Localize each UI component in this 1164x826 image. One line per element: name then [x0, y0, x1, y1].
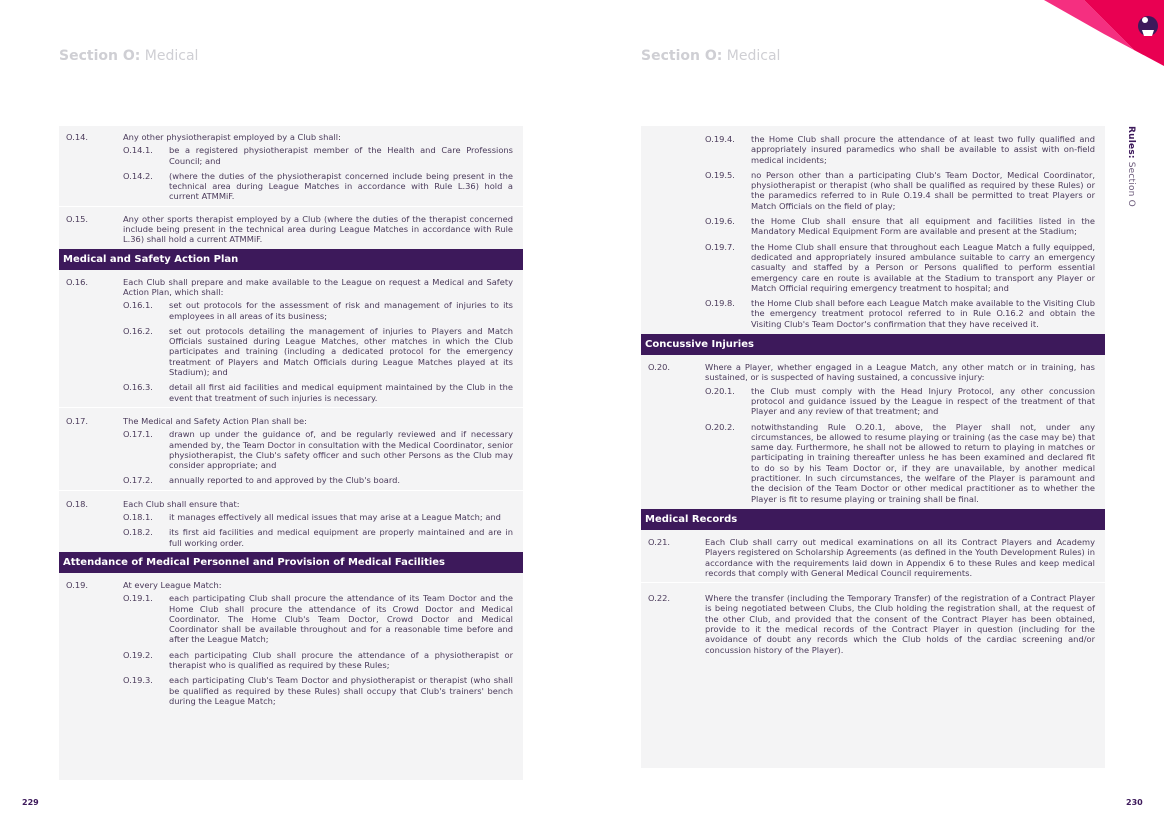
subclause-o19-2: O.19.2. each participating Club shall procure the attendance of a physiotherapist or therapist who is qualified as required by these Rules;: [123, 649, 513, 670]
left-content-panel: [59, 126, 523, 780]
clause-o19: O.19. At every League Match:: [66, 579, 222, 590]
side-rules-label: Rules: Section O: [1126, 126, 1136, 207]
subclause-o19-6: O.19.6. the Home Club shall ensure that all equipment and facilities listed in the Mandatory Medical Equipment Form are available and present at the Stadium;: [705, 216, 1095, 237]
subclause-o19-4: O.19.4. the Home Club shall procure the attendance of at least two fully qualified and appropriately insured paramedics who shall be available to assist with on-field medical incidents;: [705, 134, 1095, 165]
clause-o22: O.22. Where the transfer (including the Temporary Transfer) of the registration of a Contract Player is being negotiated between Clubs, the Club holding the registration shall, at the request of the other Club, and provided that the consent of the Contract Player has been obtained, provide to it the medical records of the Contract Player in question (including for the avoidance of doubt any records which the Club holds of the cardiac screening and/or concussion history of the Player).: [648, 593, 1095, 655]
section-heading: Medical and Safety Action Plan: [59, 249, 523, 270]
subclause-o14-1: O.14.1. be a registered physiotherapist member of the Health and Care Professions Council; and: [123, 145, 513, 166]
subclause-o16-1: O.16.1. set out protocols for the assessment of risk and management of injuries to its employees in all areas of its business;: [123, 300, 513, 321]
section-heading: Attendance of Medical Personnel and Provision of Medical Facilities: [59, 552, 523, 573]
section-label-bold: Section O:: [641, 48, 723, 64]
divider: [59, 490, 523, 491]
subclause-o19-3: O.19.3. each participating Club's Team Doctor and physiotherapist or therapist (who shall be qualified as required by these Rules) shall occupy that Club's trainers' bench during the League Match;: [123, 675, 513, 706]
right-page-header: [641, 48, 780, 64]
left-page-header: [59, 48, 198, 64]
clause-o21: O.21. Each Club shall carry out medical examinations on all its Contract Players and Academy Players registered on Scholarship Agreements (as defined in the Youth Development Rules) in accordance with the requirements laid down in Appendix 6 to these Rules and keep medical records that comply with General Medical Council requirements.: [648, 536, 1095, 578]
right-content-panel: [641, 126, 1105, 768]
page-number-left: 229: [22, 798, 39, 807]
subclause-o17-2: O.17.2. annually reported to and approved by the Club's board.: [123, 475, 401, 486]
subclause-o20-1: O.20.1. the Club must comply with the Head Injury Protocol, any other concussion protocol and guidance issued by the League in respect of the treatment of that Player and any review of that treatment; and: [705, 385, 1095, 417]
premier-league-lion-icon: [1044, 0, 1164, 66]
divider: [641, 582, 1105, 583]
clause-o20: O.20. Where a Player, whether engaged in a League Match, any other match or in training, has sustained, or is suspected of having sustained, a concussive injury:: [648, 362, 1095, 383]
section-heading: Medical Records: [641, 509, 1105, 530]
subclause-o18-2: O.18.2. its first aid facilities and medical equipment are properly maintained and are in full working order.: [123, 527, 513, 548]
subclause-o19-8: O.19.8. the Home Club shall before each League Match make available to the Visiting Club the emergency treatment protocol referred to in Rule O.16.2 and obtain the Visiting Club's Team Doctor's confirmation that they have received it.: [705, 298, 1095, 329]
clause-o14: O.14. Any other physiotherapist employed by a Club shall:: [66, 132, 341, 142]
section-label-rest: Medical: [140, 48, 199, 64]
subclause-o19-5: O.19.5. no Person other than a participating Club's Team Doctor, Medical Coordinator, physiotherapist or therapist (who shall be qualified as required by these Rules) or the paramedics referred to in Rule O.19.4 shall be permitted to treat Players or Match Officials on the field of play;: [705, 169, 1095, 211]
subclause-o16-3: O.16.3. detail all first aid facilities and medical equipment maintained by the Club in the event that treatment of such injuries is necessary.: [123, 382, 513, 403]
section-heading: Concussive Injuries: [641, 334, 1105, 355]
divider: [59, 206, 523, 207]
section-label-rest: Medical: [722, 48, 781, 64]
clause-o15: O.15. Any other sports therapist employed by a Club (where the duties of the therapist concerned include being present in the technical area during League Matches in accordance with Rule L.36) shall hold a current ATMMiF.: [66, 213, 513, 245]
section-label-bold: Section O:: [59, 48, 141, 64]
subclause-o19-7: O.19.7. the Home Club shall ensure that throughout each League Match a fully equipped, dedicated and appropriately insured ambulance suitable to carry an emergency casualty and staffed by a Person or Persons qualified to perform essential emergency care en route is available at the Stadium to transport any Player or Match Official requiring emergency treatment to hospital; and: [705, 241, 1095, 293]
clause-o17: O.17. The Medical and Safety Action Plan shall be:: [66, 415, 307, 426]
divider: [59, 407, 523, 408]
subclause-o20-2: O.20.2. notwithstanding Rule O.20.1, above, the Player shall not, under any circumstances, be allowed to resume playing or training (as the case may be) that same day. Furthermore, he shall not be allowed to return to playing in matches or participating in training thereafter unless he has been examined and declared fit to do so by his Team Doctor or, if they are unavailable, by another medical practitioner. In such circumstances, the welfare of the Player is paramount and the decision of the Team Doctor or other medical practitioner as to whether the Player is fit to resume playing or training shall be final.: [705, 421, 1095, 504]
subclause-o17-1: O.17.1. drawn up under the guidance of, and be regularly reviewed and if necessary amended by, the Team Doctor in consultation with the Medical Coordinator, senior physiotherapist, the Club's safety officer and such other Persons as the Club may consider appropriate; and: [123, 429, 513, 471]
subclause-o19-1: O.19.1. each participating Club shall procure the attendance of its Team Doctor and the Home Club shall procure the attendance of its Crowd Doctor and Medical Coordinator. The Home Club's Team Doctor, Crowd Doctor and Medical Coordinator shall be available throughout and for a reasonable time before and after the League Match;: [123, 593, 513, 645]
subclause-o18-1: O.18.1. it manages effectively all medical issues that may arise at a League Match; and: [123, 512, 501, 523]
page-number-right: 230: [1126, 798, 1143, 807]
clause-o16: O.16. Each Club shall prepare and make available to the League on request a Medical and Safety Action Plan, which shall:: [66, 276, 513, 297]
subclause-o14-2: O.14.2. (where the duties of the physiotherapist concerned include being present in the technical area during League Matches in accordance with Rule L.36) hold a current ATMMiF.: [123, 170, 513, 202]
subclause-o16-2: O.16.2. set out protocols detailing the management of injuries to Players and Match Officials sustained during League Matches, other matches in which the Club participates and training (including a dedicated protocol for the emergency treatment of Players and Match Officials during League Matches played at its Stadium); and: [123, 325, 513, 378]
clause-o18: O.18. Each Club shall ensure that:: [66, 498, 240, 509]
